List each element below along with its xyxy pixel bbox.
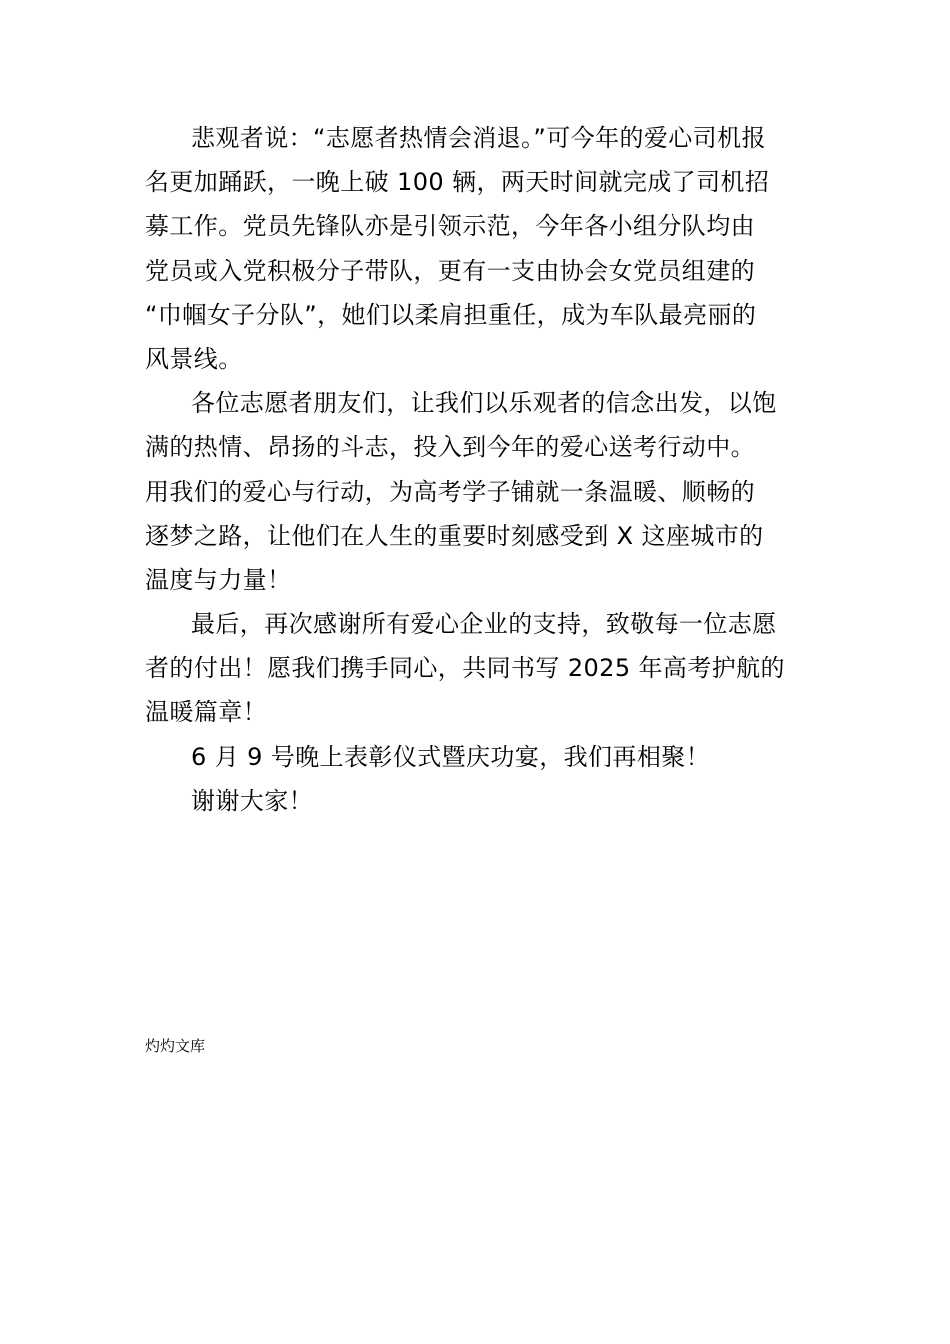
text-line: 6 月 9 号晚上表彰仪式暨庆功宴，我们再相聚！ [191,742,711,771]
text-line: 名更加踊跃，一晚上破 100 辆，两天时间就完成了司机招 [145,168,770,197]
text-line: 逐梦之路，让他们在人生的重要时刻感受到 X 这座城市的 [145,521,764,550]
document-body [145,116,817,823]
paragraph-volunteer-enthusiasm [145,116,817,381]
text-line: 温度与力量！ [145,565,292,594]
paragraph-thanks [145,602,817,735]
paragraph-celebration-notice [145,735,817,779]
text-line: “巾帼女子分队”，她们以柔肩担重任，成为车队最亮丽的 [145,300,757,329]
text-line: 最后，再次感谢所有爱心企业的支持，致敬每一位志愿 [191,610,777,639]
text-line: 温暖篇章！ [145,698,267,727]
text-line: 满的热情、昂扬的斗志，投入到今年的爱心送考行动中。 [145,433,755,462]
text-line: 用我们的爱心与行动，为高考学子铺就一条温暖、顺畅的 [145,477,755,506]
text-line: 募工作。党员先锋队亦是引领示范，今年各小组分队均由 [145,212,755,241]
footer-label: 灼灼文库 [145,1037,206,1055]
text-line: 风景线。 [145,344,243,373]
text-line: 各位志愿者朋友们，让我们以乐观者的信念出发，以饱 [191,389,777,418]
text-line: 者的付出！愿我们携手同心，共同书写 2025 年高考护航的 [145,654,785,683]
text-line: 谢谢大家！ [191,786,313,815]
text-line: 党员或入党积极分子带队，更有一支由协会女党员组建的 [145,256,755,285]
paragraph-call-to-action [145,381,817,602]
text-line: 悲观者说：“志愿者热情会消退。”可今年的爱心司机报 [191,124,766,152]
paragraph-closing [145,779,817,823]
